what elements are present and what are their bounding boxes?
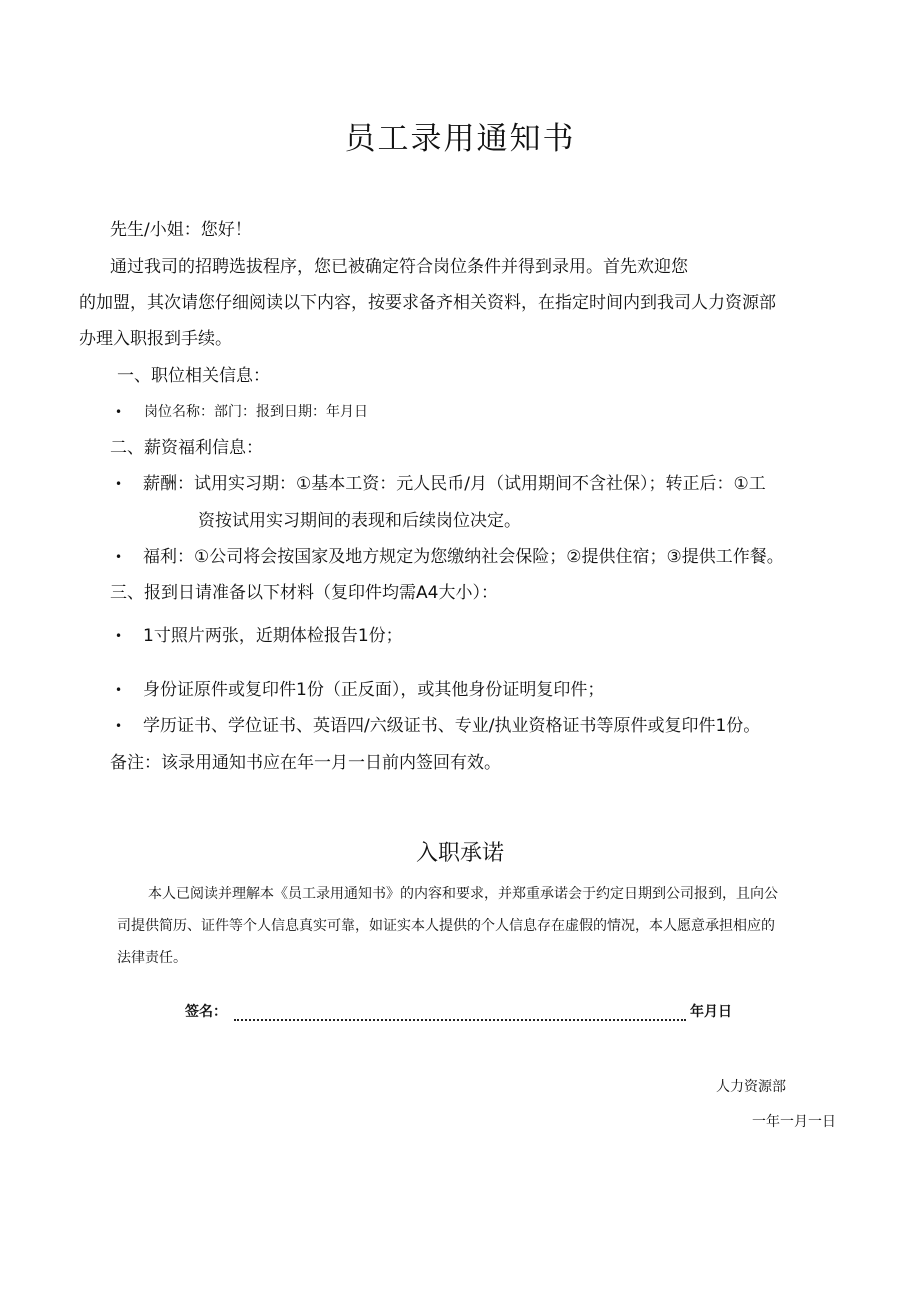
note: 备注：该录用通知书应在年一月一日前内签回有效。 xyxy=(110,753,501,773)
commitment-title: 入职承诺 xyxy=(415,841,504,866)
position-info: 岗位名称：部门：报到日期：年月日 xyxy=(144,404,368,420)
bullet-icon: • xyxy=(115,550,123,564)
commitment-line-1: 本人已阅读并理解本《员工录用通知书》的内容和要求，并郑重承诺会于约定日期到公司报到，且向公 xyxy=(148,886,778,902)
document-title: 员工录用通知书 xyxy=(344,121,576,157)
signature-date: 年月日 xyxy=(690,1004,732,1020)
section2-heading: 二、薪资福利信息： xyxy=(110,438,263,458)
salary-line-2: 资按试用实习期间的表现和后续岗位决定。 xyxy=(198,511,521,531)
bullet-icon: • xyxy=(115,629,123,643)
intro-line-2: 的加盟，其次请您仔细阅读以下内容，按要求备齐相关资料，在指定时间内到我司人力资源部 xyxy=(79,293,776,313)
material-item: 1寸照片两张，近期体检报告1份； xyxy=(143,626,403,646)
signature-label: 签名： xyxy=(185,1004,227,1020)
bullet-icon: • xyxy=(115,719,123,733)
footer-department: 人力资源部 xyxy=(716,1079,786,1095)
bullet-icon: • xyxy=(115,405,123,419)
benefits-line: 福利：①公司将会按国家及地方规定为您缴纳社会保险；②提供住宿；③提供工作餐。 xyxy=(143,547,784,567)
commitment-line-2: 司提供简历、证件等个人信息真实可靠，如证实本人提供的个人信息存在虚假的情况，本人愿意承担相应的 xyxy=(117,918,775,934)
bullet-icon: • xyxy=(115,477,123,491)
section3-heading: 三、报到日请准备以下材料（复印件均需A4大小）： xyxy=(110,583,498,603)
intro-line-1: 通过我司的招聘选拔程序，您已被确定符合岗位条件并得到录用。首先欢迎您 xyxy=(110,257,688,277)
greeting: 先生/小姐：您好！ xyxy=(110,220,252,240)
commitment-line-3: 法律责任。 xyxy=(117,950,187,966)
signature-line[interactable] xyxy=(234,1001,686,1021)
bullet-icon: • xyxy=(115,683,123,697)
material-item: 学历证书、学位证书、英语四/六级证书、专业/执业资格证书等原件或复印件1份。 xyxy=(143,716,761,736)
footer-date: 一年一月一日 xyxy=(752,1114,836,1130)
material-item: 身份证原件或复印件1份（正反面），或其他身份证明复印件； xyxy=(143,680,605,700)
salary-line-1: 薪酬：试用实习期：①基本工资：元人民币/月（试用期间不含社保）；转正后：①工 xyxy=(143,474,766,494)
intro-line-3: 办理入职报到手续。 xyxy=(79,329,232,349)
section1-heading: 一、职位相关信息： xyxy=(117,366,270,386)
